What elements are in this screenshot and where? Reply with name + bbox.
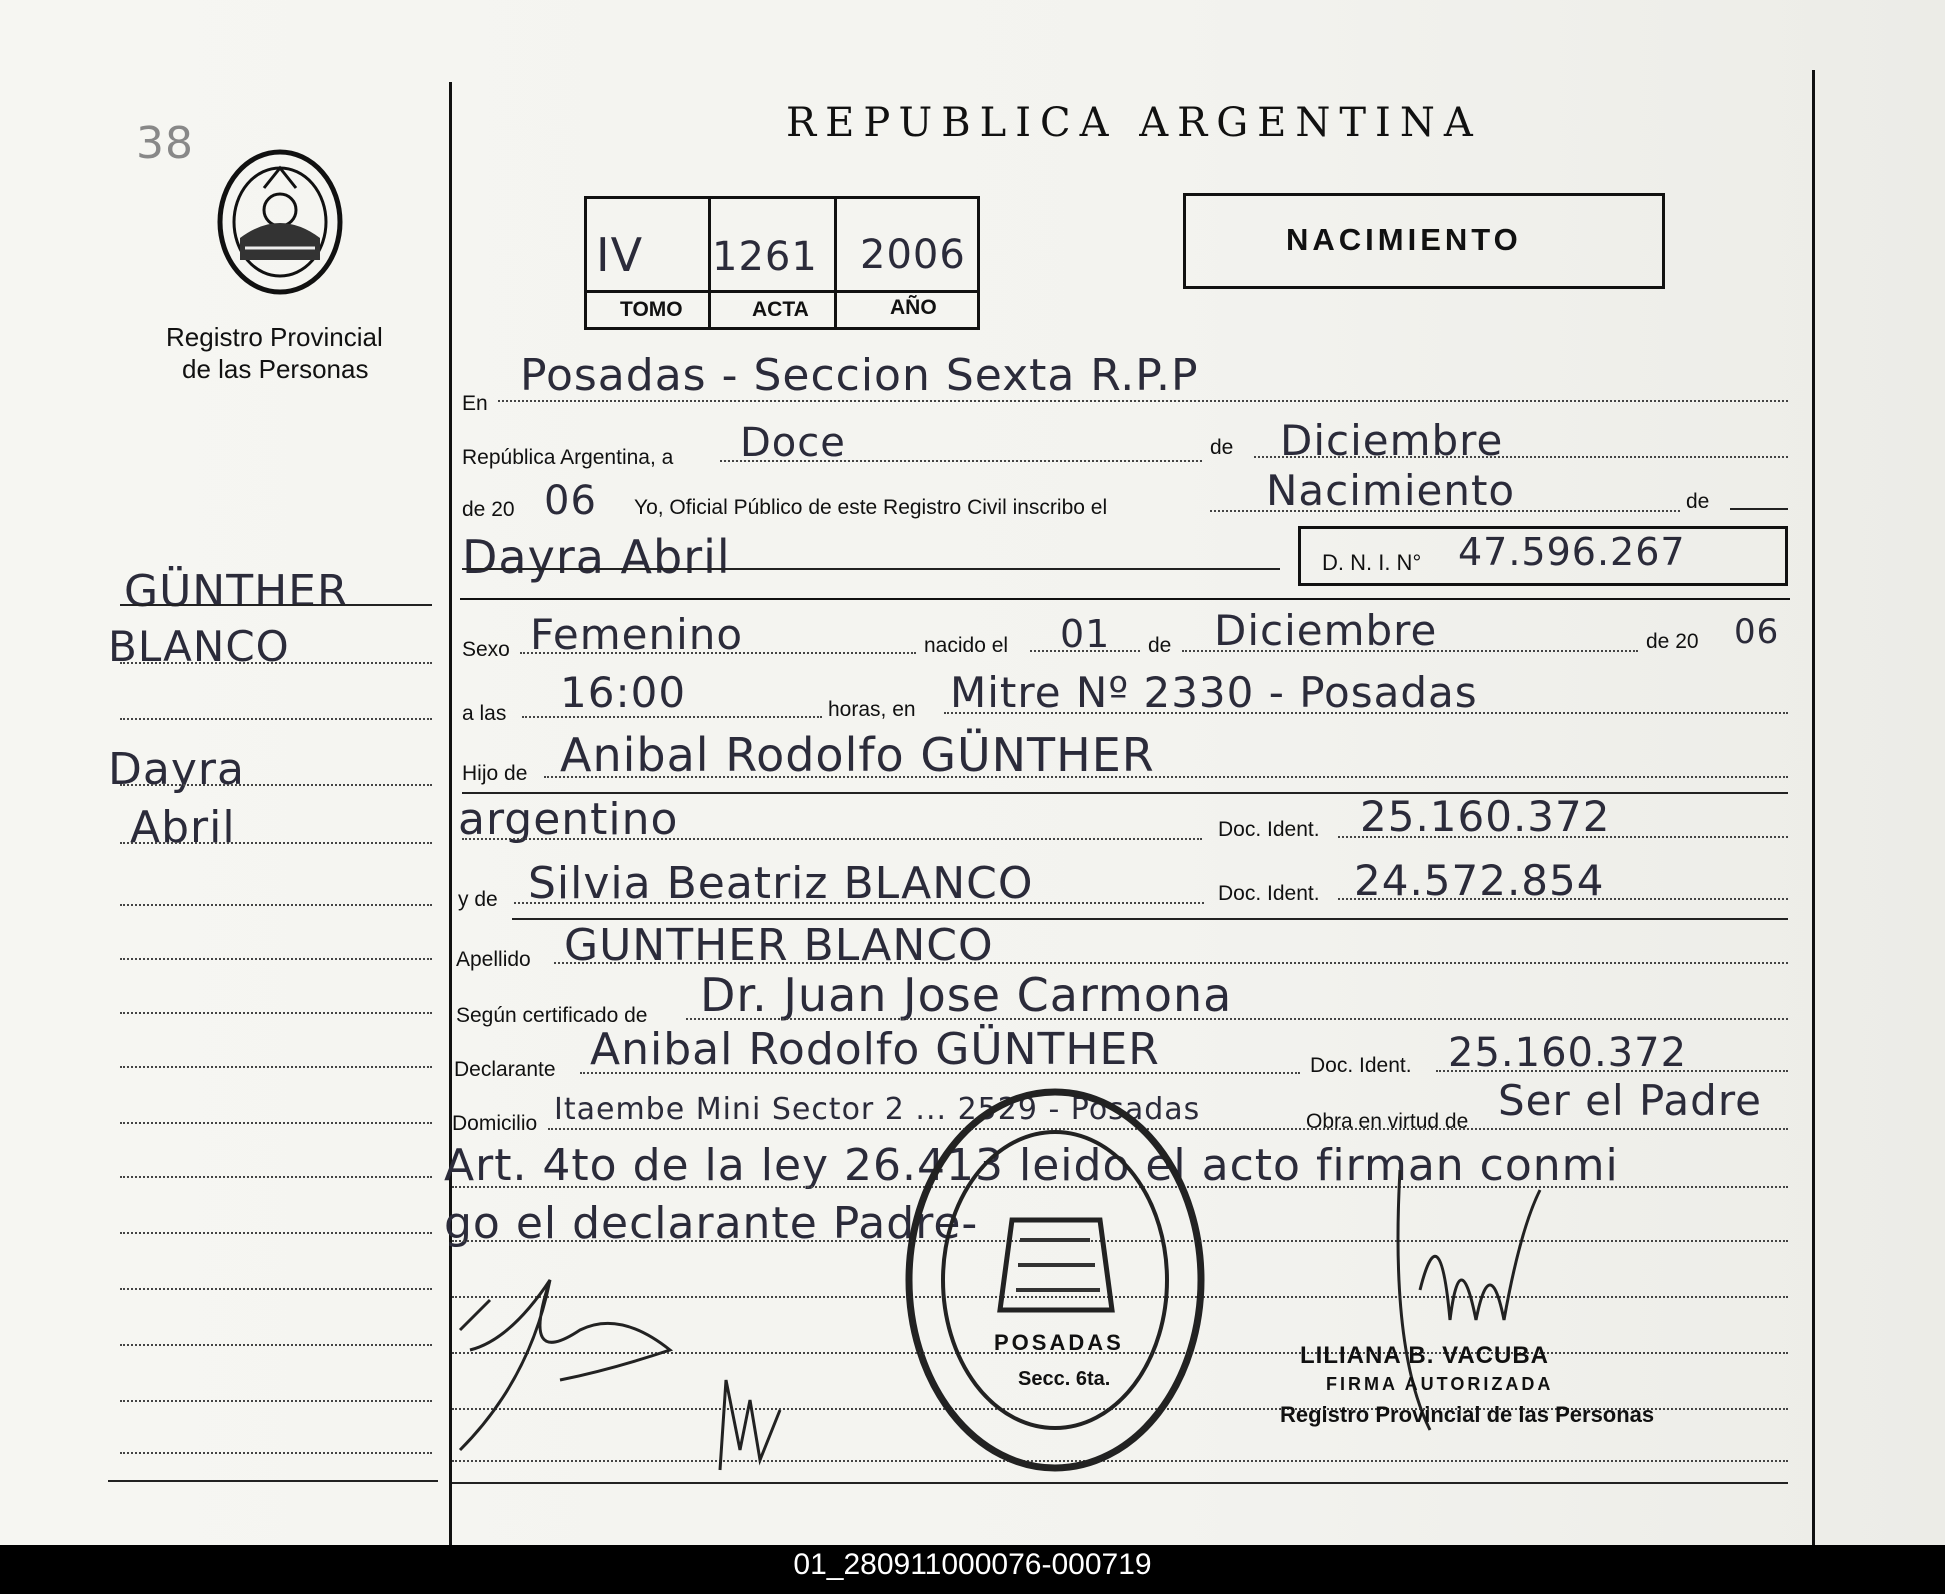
sidebar-surname-2: BLANCO <box>108 622 290 671</box>
hijo-label: Hijo de <box>462 762 528 785</box>
republica-label: República Argentina, a <box>462 446 674 469</box>
mother-value: Silvia Beatriz BLANCO <box>528 858 1034 909</box>
anio-label: AÑO <box>890 296 937 319</box>
box-label-divider <box>584 290 980 293</box>
sidebar-dotted-line <box>120 662 432 664</box>
sidebar-dotted-line <box>120 958 432 960</box>
child-name-value: Dayra Abril <box>462 530 731 584</box>
sidebar-dotted-line <box>120 1288 432 1290</box>
de-20-label: de 20 <box>1646 630 1699 653</box>
sidebar-dotted-line <box>120 1344 432 1346</box>
de2-label: de <box>1686 490 1710 513</box>
acta-value: 1261 <box>712 234 818 280</box>
en-label: En <box>462 392 488 415</box>
stamp-city: POSADAS <box>994 1330 1124 1355</box>
segun-label: Según certificado de <box>456 1004 648 1027</box>
domicilio-label: Domicilio <box>452 1112 538 1135</box>
sidebar-line-surname <box>120 604 432 606</box>
father-doc-value: 25.160.372 <box>1360 792 1611 841</box>
day-value: Doce <box>740 420 846 466</box>
hour-value: 16:00 <box>560 668 687 717</box>
right-border <box>1812 70 1815 1547</box>
file-id-label: 01_280911000076-000719 <box>793 1548 1152 1581</box>
sidebar-name-2: Abril <box>130 802 236 853</box>
event-value: Nacimiento <box>1266 466 1516 515</box>
obra-value: Ser el Padre <box>1498 1076 1762 1125</box>
declarante-doc-label: Doc. Ident. <box>1310 1054 1412 1077</box>
month-line <box>1254 456 1788 458</box>
birth-day-line <box>1030 650 1140 652</box>
officer-signature <box>430 1260 710 1460</box>
sidebar-dotted-line <box>120 1066 432 1068</box>
y-de-label: y de <box>458 888 498 911</box>
birth-year-value: 06 <box>1734 612 1780 652</box>
de2-line <box>1730 508 1788 510</box>
sidebar-dotted-line <box>120 1232 432 1234</box>
sidebar-name-1: Dayra <box>108 744 245 795</box>
place-value: Mitre Nº 2330 - Posadas <box>950 668 1478 717</box>
event-line <box>1210 510 1680 512</box>
birth-month-value: Diciembre <box>1214 606 1438 655</box>
declarante-doc-line <box>1436 1070 1788 1072</box>
segun-value: Dr. Juan Jose Carmona <box>700 968 1233 1022</box>
a-las-label: a las <box>462 702 507 725</box>
box-divider-2 <box>834 196 837 330</box>
en-value: Posadas - Seccion Sexta R.P.P <box>520 350 1199 401</box>
apellido-label: Apellido <box>456 948 531 971</box>
sidebar-dotted-line <box>120 842 432 844</box>
father-doc-label: Doc. Ident. <box>1218 818 1320 841</box>
sidebar-bottom-line <box>108 1480 438 1482</box>
registry-name-line1: Registro Provincial <box>166 322 383 352</box>
box-divider-1 <box>708 196 711 330</box>
nacido-label: nacido el <box>924 634 1009 657</box>
sidebar-dotted-line <box>120 904 432 906</box>
sidebar-surname-1: GÜNTHER <box>124 566 349 617</box>
segun-line <box>686 1018 1788 1020</box>
apellido-value: GUNTHER BLANCO <box>564 920 994 971</box>
father-nationality-value: argentino <box>458 794 679 845</box>
sidebar-dotted-line <box>120 1122 432 1124</box>
obra-label: Obra en virtud de <box>1306 1110 1469 1133</box>
year-value: 06 <box>544 478 597 524</box>
place-line <box>944 712 1788 714</box>
tomo-value: IV <box>596 228 644 282</box>
sexo-value: Femenino <box>530 610 744 659</box>
authority-name: LILIANA B. VACUBA <box>1300 1342 1549 1369</box>
record-type-label: NACIMIENTO <box>1286 222 1522 257</box>
provincial-seal-icon <box>215 148 345 296</box>
page-number: 38 <box>136 118 194 169</box>
sidebar-dotted-line <box>120 1452 432 1454</box>
notes-line-1: Art. 4to de la ley 26.413 leido el acto firman conmi <box>444 1140 1619 1191</box>
day-line <box>720 460 1202 462</box>
sidebar-dotted-line <box>120 784 432 786</box>
mother-line <box>514 902 1204 904</box>
child-name-line <box>462 568 1280 570</box>
authority-office: Registro Provincial de las Personas <box>1280 1402 1655 1427</box>
sexo-line <box>520 652 916 654</box>
sexo-label: Sexo <box>462 638 510 661</box>
birth-day-value: 01 <box>1060 612 1111 656</box>
mother-doc-label: Doc. Ident. <box>1218 882 1320 905</box>
horas-label: horas, en <box>828 698 916 721</box>
anio-value: 2006 <box>860 232 966 278</box>
month-value: Diciembre <box>1280 416 1504 465</box>
father-doc-line <box>1338 836 1788 838</box>
de3-label: de <box>1148 634 1172 657</box>
document-title: REPUBLICA ARGENTINA <box>786 100 1482 146</box>
father-nationality-line <box>462 838 1202 840</box>
declarante-label: Declarante <box>454 1058 556 1081</box>
year-prefix-label: de 20 <box>462 498 515 521</box>
sidebar-dotted-line <box>120 718 432 720</box>
form-bottom-line <box>452 1482 1788 1484</box>
de-label: de <box>1210 436 1234 459</box>
registry-name-line2: de las Personas <box>182 354 369 384</box>
tomo-label: TOMO <box>620 298 683 321</box>
dni-label: D. N. I. N° <box>1322 550 1422 575</box>
apellido-line <box>554 962 1788 964</box>
sidebar-dotted-line <box>120 1012 432 1014</box>
sidebar-dotted-line <box>120 1400 432 1402</box>
declarante-line <box>580 1072 1300 1074</box>
notes-line-2: go el declarante Padre- <box>444 1198 979 1249</box>
second-signature <box>700 1370 800 1480</box>
section-divider-1 <box>460 598 1790 600</box>
mother-doc-value: 24.572.854 <box>1354 856 1605 905</box>
official-stamp-icon <box>900 1080 1210 1480</box>
dni-value: 47.596.267 <box>1458 530 1686 574</box>
en-line <box>498 400 1788 402</box>
father-line <box>544 776 1788 778</box>
acta-label: ACTA <box>752 298 809 321</box>
domicilio-value: Itaembe Mini Sector 2 ... 2529 - Posadas <box>554 1092 1201 1127</box>
stamp-section: Secc. 6ta. <box>1018 1368 1111 1390</box>
birth-month-line <box>1182 650 1638 652</box>
mother-doc-line <box>1338 898 1788 900</box>
sidebar-dotted-line <box>120 1176 432 1178</box>
declarante-doc-value: 25.160.372 <box>1448 1030 1688 1076</box>
oficial-label: Yo, Oficial Público de este Registro Civil inscribo el <box>634 496 1108 519</box>
father-value: Anibal Rodolfo GÜNTHER <box>560 728 1155 782</box>
hour-line <box>522 716 822 718</box>
authority-role: FIRMA AUTORIZADA <box>1326 1374 1554 1394</box>
declarante-value: Anibal Rodolfo GÜNTHER <box>590 1024 1160 1075</box>
